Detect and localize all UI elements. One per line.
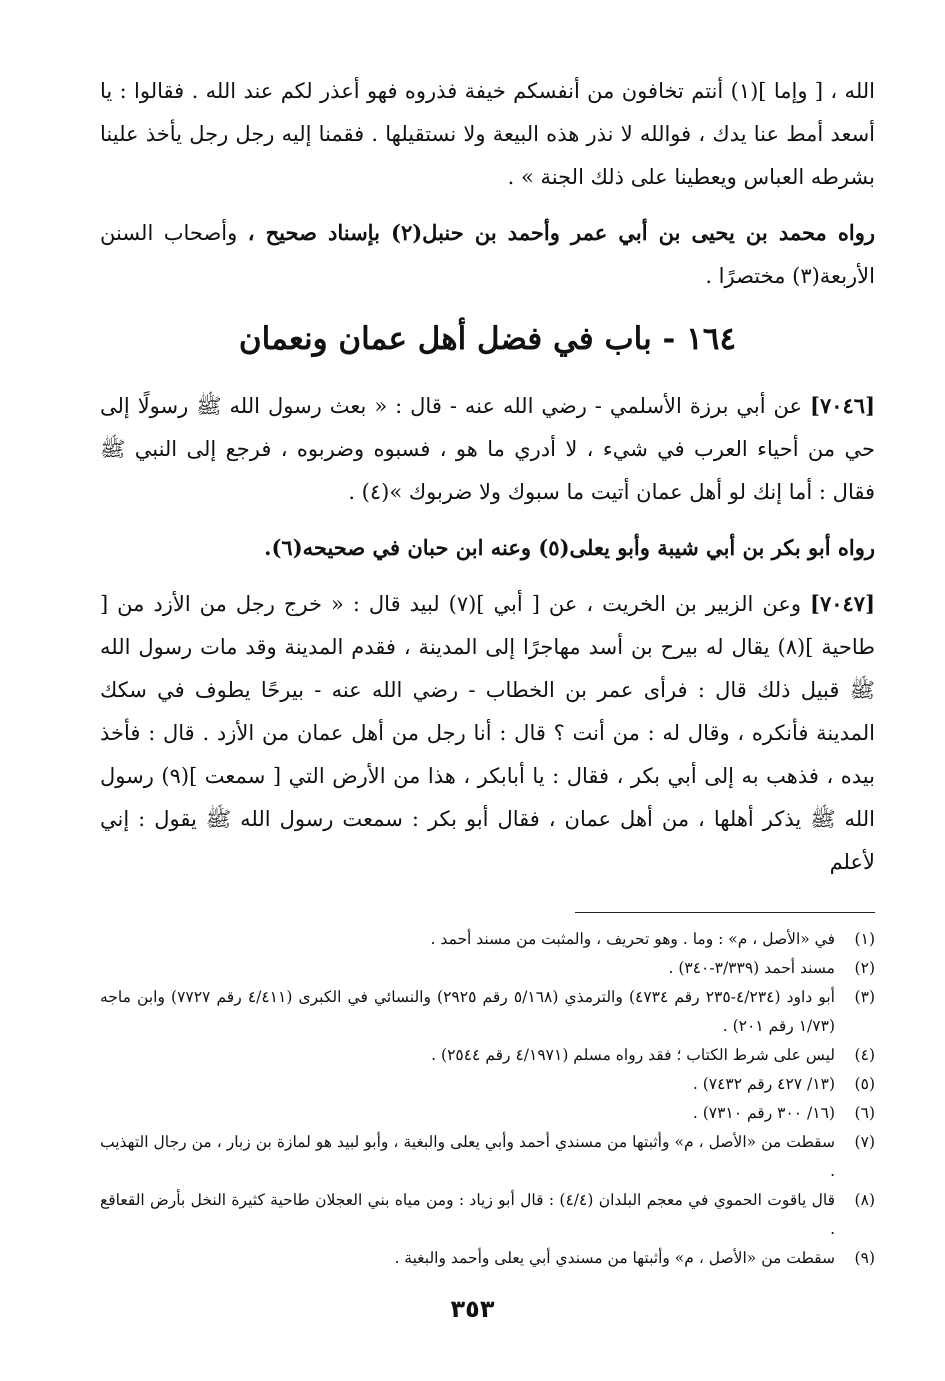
footnote-separator <box>575 912 875 913</box>
source-bold-text-2: رواه أبو بكر بن أبي شيبة وأبو يعلى(٥) وعنه ابن حبان في صحيحه(٦). <box>264 535 875 560</box>
footnote-text: سقطت من «الأصل ، م» وأثبتها من مسندي أبي يعلى وأحمد والبغية . <box>394 1249 835 1267</box>
footnote-9 <box>100 1244 875 1273</box>
footnote-number: (٥) <box>854 1075 875 1093</box>
footnote-number: (٧) <box>854 1133 875 1151</box>
footnote-1 <box>100 925 875 954</box>
footnote-number: (٣) <box>854 988 875 1006</box>
footnote-text: (١٦/ ٣٠٠ رقم ٧٣١٠) . <box>692 1104 835 1122</box>
footnote-text: ليس على شرط الكتاب ؛ فقد رواه مسلم (٤/١٩٧١ رقم ٢٥٤٤) . <box>431 1046 835 1064</box>
footnote-8 <box>100 1186 875 1244</box>
footnote-4 <box>100 1041 875 1070</box>
footnote-text: في «الأصل ، م» : وما . وهو تحريف ، والمثبت من مسند أحمد . <box>430 930 835 948</box>
source-paragraph <box>100 211 875 298</box>
footnotes <box>100 925 875 1273</box>
footnote-5 <box>100 1070 875 1099</box>
footnote-3 <box>100 983 875 1041</box>
hadith-text: عن أبي برزة الأسلمي - رضي الله عنه - قال : « بعث رسول الله ﷺ رسولًا إلى حي من أحياء العرب في شيء ، لا أدري ما هو ، فسبوه وضربوه ، فرجع إلى النبي ﷺ فقال : أما إنك لو أهل عمان أتيت ما سبوك ولا ضربوك »(٤) . <box>100 394 875 504</box>
paragraph-continuation: الله ، [ وإما ](١) أنتم تخافون من أنفسكم خيفة فذروه فهو أعذر لكم عند الله . فقالوا : يا أسعد أمط عنا يدك ، فوالله لا نذر هذه البيعة ولا نستقيلها . فقمنا إليه رجل رجل يأخذ علينا بشرطه العباس ويعطينا على ذلك الجنة » . <box>100 79 876 189</box>
footnote-number: (٩) <box>854 1249 875 1267</box>
source-rest-text: وأصحاب السنن الأربعة(٣) مختصرًا . <box>100 221 875 288</box>
source-paragraph-2 <box>100 526 875 570</box>
footnote-number: (٢) <box>854 959 875 977</box>
footnote-6 <box>100 1099 875 1128</box>
hadith-paragraph-2 <box>100 582 875 884</box>
footnote-2 <box>100 954 875 983</box>
footnote-number: (١) <box>854 930 875 948</box>
hadith-number: [٧٠٤٦] <box>810 393 875 418</box>
footnote-text: (١٣/ ٤٢٧ رقم ٧٤٣٢) . <box>692 1075 835 1093</box>
footnote-text: مسند أحمد (٣/٣٣٩-٣٤٠) . <box>668 959 835 977</box>
hadith-paragraph <box>100 384 875 514</box>
footnote-number: (٤) <box>854 1046 875 1064</box>
page-number: ٣٥٣ <box>450 1295 495 1323</box>
hadith-text-2: وعن الزبير بن الخريت ، عن [ أبي ](٧) لبيد قال : « خرج رجل من الأزد من [ طاحية ](٨) يقال له بيرح بن أسد مهاجرًا إلى المدينة ، فقدم المدينة وقد مات رسول الله ﷺ قبيل ذلك قال : فرأى عمر بن الخطاب - رضي الله عنه - بيرحًا يطوف في سكك المدينة فأنكره ، وقال له : من أنت ؟ قال : أنا رجل من أهل عمان من الأزد . قال : فأخذ بيده ، فذهب به إلى أبي بكر ، فقال : يا أبابكر ، هذا من الأرض التي [ سمعت ](٩) رسول الله ﷺ يذكر أهلها ، من أهل عمان ، فقال أبو بكر : سمعت رسول الله ﷺ يقول : إني لأعلم <box>100 592 875 874</box>
footnote-number: (٦) <box>854 1104 875 1122</box>
footnote-text: قال ياقوت الحموي في معجم البلدان (٤/٤) : قال أبو زياد : ومن مياه بني العجلان طاحية كثيرة النخل بأرض القعاقع . <box>100 1191 835 1238</box>
hadith-number-2: [٧٠٤٧] <box>810 591 875 616</box>
footnote-text: أبو داود (٤/٢٣٤-٢٣٥ رقم ٤٧٣٤) والترمذي (٥/١٦٨ رقم ٢٩٢٥) والنسائي في الكبرى (٤/٤١١ رقم ٧٧٢٧) وابن ماجه (١/٧٣ رقم ٢٠١) . <box>100 988 835 1035</box>
footnote-text: سقطت من «الأصل ، م» وأثبتها من مسندي أحمد وأبي يعلى والبغية ، وأبو لبيد هو لمازة بن زبار ، من رجال التهذيب . <box>100 1133 835 1180</box>
source-bold-text: رواه محمد بن يحيى بن أبي عمر وأحمد بن حنبل(٢) بإسناد صحيح ، <box>247 220 875 245</box>
chapter-title: ١٦٤ - باب في فضل أهل عمان ونعمان <box>238 321 737 357</box>
page-body <box>100 70 875 1273</box>
footnote-7 <box>100 1128 875 1186</box>
footnote-number: (٨) <box>854 1191 875 1209</box>
